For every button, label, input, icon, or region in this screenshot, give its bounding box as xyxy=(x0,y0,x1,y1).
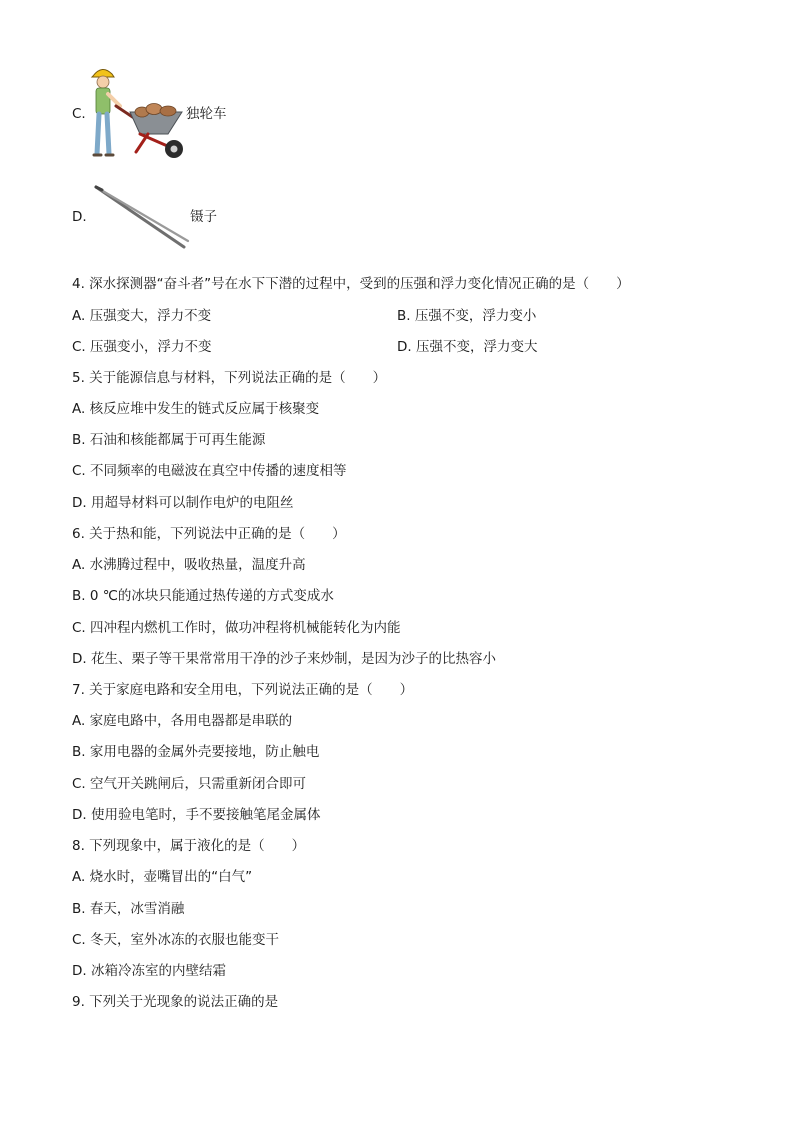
question-8-stem: 8. 下列现象中，属于液化的是（ ） xyxy=(72,838,306,854)
question-7-stem: 7. 关于家庭电路和安全用电，下列说法正确的是（ ） xyxy=(72,682,414,698)
question-5-option-c: C. 不同频率的电磁波在真空中传播的速度相等 xyxy=(72,463,347,479)
question-7-option-b: B. 家用电器的金属外壳要接地，防止触电 xyxy=(72,744,320,760)
option-c-label: 独轮车 xyxy=(186,106,227,122)
question-6-option-d: D. 花生、栗子等干果常常用干净的沙子来炒制，是因为沙子的比热容小 xyxy=(72,651,496,667)
question-4-stem: 4. 深水探测器“奋斗者”号在水下下潜的过程中，受到的压强和浮力变化情况正确的是（ ） xyxy=(72,276,630,292)
question-8-option-d: D. 冰箱冷冻室的内壁结霜 xyxy=(72,963,226,979)
question-6-stem: 6. 关于热和能，下列说法中正确的是（ ） xyxy=(72,526,346,542)
option-d-label: 镊子 xyxy=(190,209,217,225)
question-5-option-a: A. 核反应堆中发生的链式反应属于核聚变 xyxy=(72,401,320,417)
question-4-option-a: A. 压强变大，浮力不变 xyxy=(72,308,212,324)
question-4-option-b: B. 压强不变，浮力变小 xyxy=(397,308,537,324)
question-4-option-d: D. 压强不变，浮力变大 xyxy=(397,339,538,355)
question-9-stem: 9. 下列关于光现象的说法正确的是 xyxy=(72,994,279,1010)
question-5-stem: 5. 关于能源信息与材料，下列说法正确的是（ ） xyxy=(72,370,387,386)
question-7-option-d: D. 使用验电笔时，手不要接触笔尾金属体 xyxy=(72,807,321,823)
question-7-option-c: C. 空气开关跳闸后，只需重新闭合即可 xyxy=(72,776,307,792)
question-6-option-c: C. 四冲程内燃机工作时，做功冲程将机械能转化为内能 xyxy=(72,620,401,636)
wheelbarrow-worker-image xyxy=(88,62,188,162)
question-8-option-c: C. 冬天，室外冰冻的衣服也能变干 xyxy=(72,932,280,948)
tweezers-image xyxy=(92,183,190,253)
question-6-option-b: B. 0 ℃的冰块只能通过热传递的方式变成水 xyxy=(72,588,334,604)
option-d-letter: D. xyxy=(72,209,87,225)
question-5-option-b: B. 石油和核能都属于可再生能源 xyxy=(72,432,266,448)
option-c-letter: C. xyxy=(72,106,86,122)
question-4-option-c: C. 压强变小，浮力不变 xyxy=(72,339,212,355)
question-5-option-d: D. 用超导材料可以制作电炉的电阻丝 xyxy=(72,495,294,511)
question-8-option-a: A. 烧水时，壶嘴冒出的“白气” xyxy=(72,869,253,885)
question-6-option-a: A. 水沸腾过程中，吸收热量，温度升高 xyxy=(72,557,306,573)
question-7-option-a: A. 家庭电路中，各用电器都是串联的 xyxy=(72,713,293,729)
question-8-option-b: B. 春天，冰雪消融 xyxy=(72,901,185,917)
